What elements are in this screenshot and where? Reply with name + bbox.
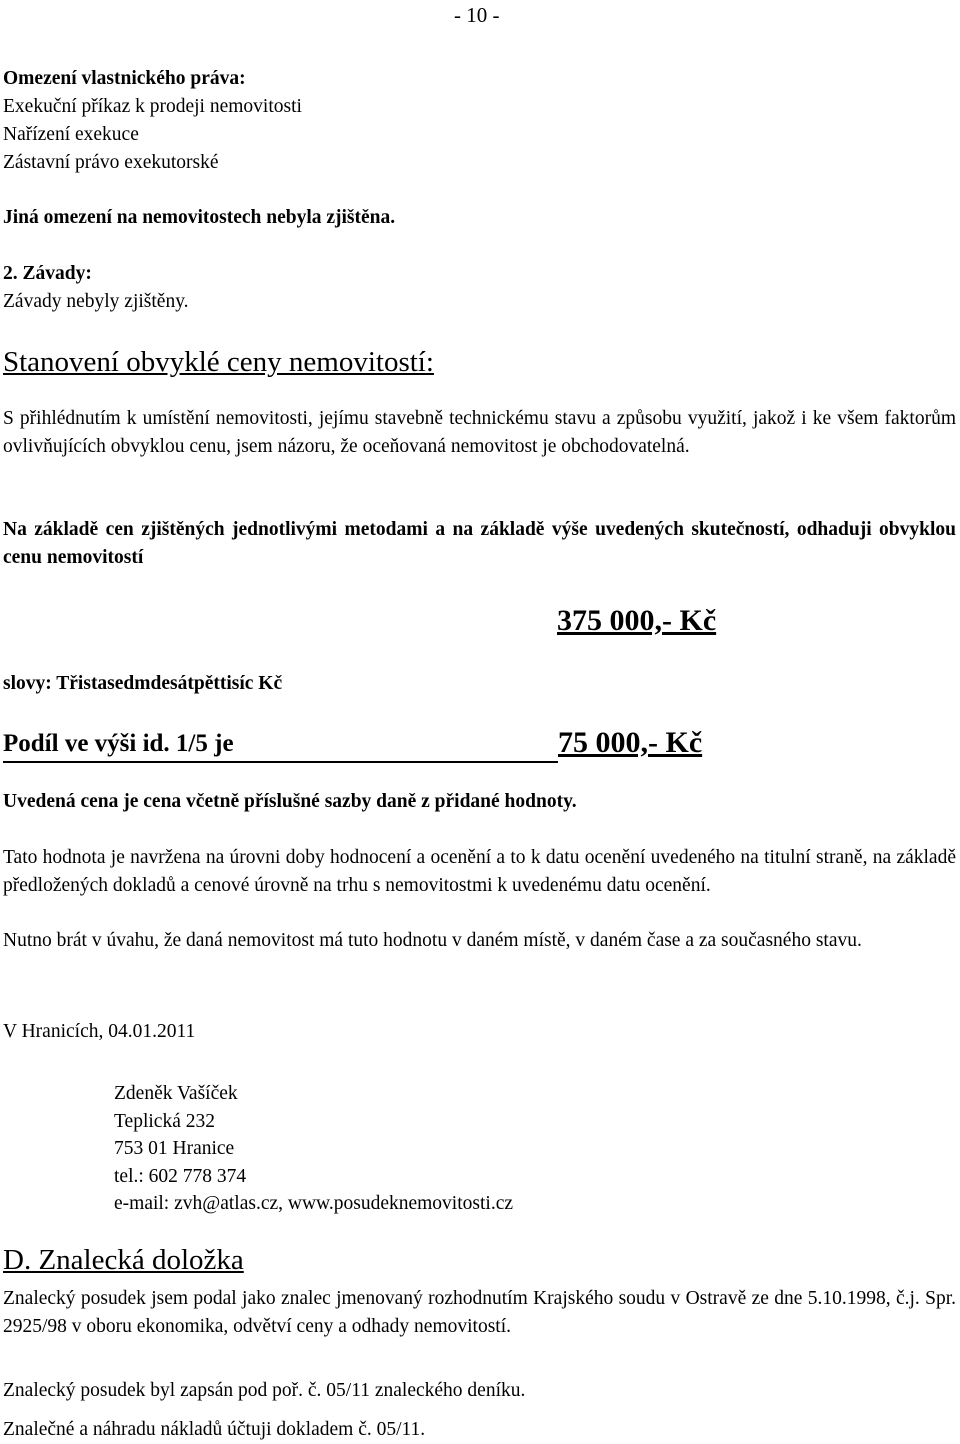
defects-heading: 2. Závady: (3, 263, 92, 284)
place-date: V Hranicích, 04.01.2011 (3, 1021, 196, 1042)
author-name: Zdeněk Vašíček (114, 1083, 238, 1104)
valuation-estimate-paragraph: Na základě cen zjištěných jednotlivými metodami a na základě výše uvedených skutečností, odhaduji obvyklou cenu nemovitostí (3, 519, 956, 568)
clause-fee-note: Znalečné a náhradu nákladů účtuji dokladem č. 05/11. (3, 1419, 426, 1440)
other-restrictions: Jiná omezení na nemovitostech nebyla zjištěna. (3, 207, 396, 228)
clause-register-note: Znalecký posudek byl zapsán pod poř. č. 05/11 znaleckého deníku. (3, 1380, 526, 1401)
author-block (114, 1080, 513, 1218)
author-contact: e-mail: zvh@atlas.cz, www.posudeknemovitosti.cz (114, 1193, 513, 1214)
restriction-item: Nařízení exekuce (3, 124, 139, 145)
clause-heading: D. Znalecká doložka (3, 1244, 244, 1276)
total-price: 375 000,- Kč (557, 604, 717, 637)
author-city: 753 01 Hranice (114, 1138, 235, 1159)
defects-text: Závady nebyly zjištěny. (3, 291, 189, 312)
share-label: Podíl ve výši id. 1/5 je (3, 730, 234, 757)
valuation-heading: Stanovení obvyklé ceny nemovitostí: (3, 346, 434, 378)
share-line (3, 727, 558, 763)
valuation-note-paragraph: Tato hodnota je navržena na úrovni doby hodnocení a ocenění a to k datu ocenění uvedeného na titulní straně, na základě předložených dokladů a cenové úrovně na trhu s nemovitostmi k uvedenému datu ocenění. (3, 847, 956, 896)
clause-paragraph: Znalecký posudek jsem podal jako znalec jmenovaný rozhodnutím Krajského soudu v Ostravě ze dne 5.10.1998, č.j. Spr. 2925/98 v oboru ekonomika, odvětví ceny a odhady nemovitostí. (3, 1288, 956, 1337)
restrictions-heading: Omezení vlastnického práva: (3, 68, 246, 89)
price-in-words: slovy: Třistasedmdesátpěttisíc Kč (3, 673, 283, 694)
vat-note: Uvedená cena je cena včetně příslušné sazby daně z přidané hodnoty. (3, 791, 577, 812)
author-phone: tel.: 602 778 374 (114, 1165, 247, 1187)
page-number: - 10 - (454, 3, 500, 27)
author-street: Teplická 232 (114, 1110, 215, 1132)
valuation-context-paragraph: Nutno brát v úvahu, že daná nemovitost má tuto hodnotu v daném místě, v daném čase a za současného stavu. (3, 930, 862, 951)
restriction-item: Zástavní právo exekutorské (3, 152, 219, 173)
valuation-paragraph: S přihlédnutím k umístění nemovitosti, jejímu stavebně technickému stavu a způsobu využití, jakož i ke všem faktorům ovlivňujících obvyklou cenu, jsem názoru, že oceňovaná nemovitost je obchodovatelná. (3, 408, 956, 457)
share-price: 75 000,- Kč (558, 726, 703, 759)
restriction-item: Exekuční příkaz k prodeji nemovitosti (3, 96, 302, 117)
